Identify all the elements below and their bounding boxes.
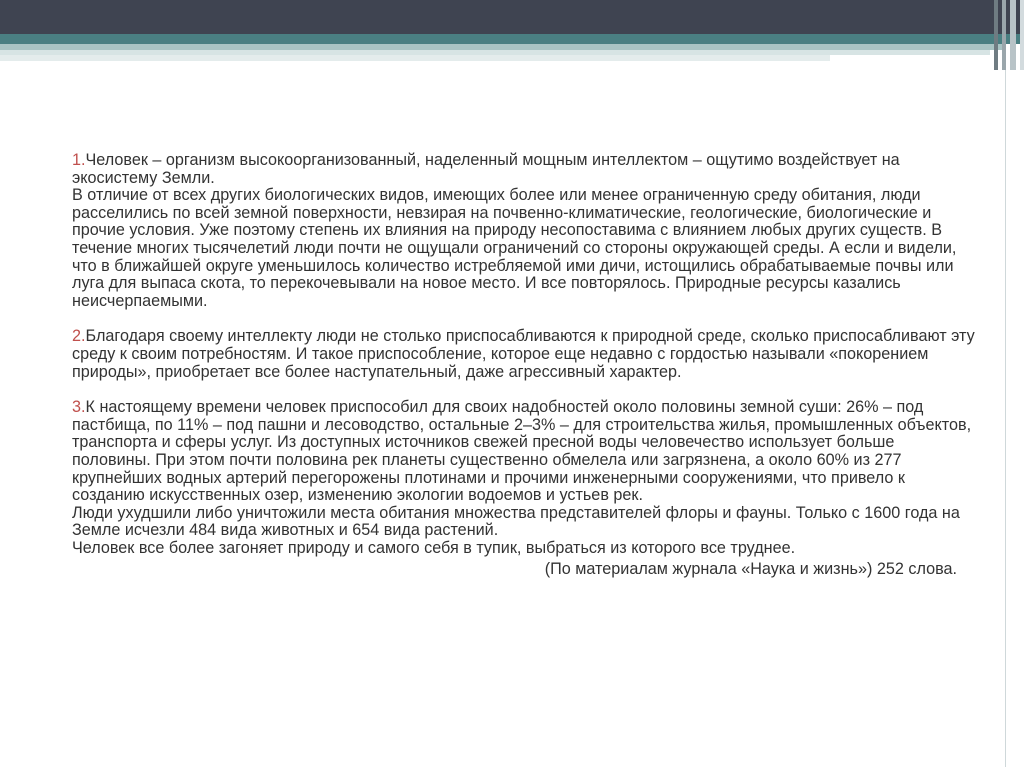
slide-header-accent xyxy=(0,34,1024,44)
paragraph-text: Человек – организм высокоорганизованный, наделенный мощным интеллектом – ощутимо воздействует на экосистему Земли. xyxy=(72,151,900,187)
paragraph-text: Человек все более загоняет природу и самого себя в тупик, выбраться из которого все труднее. xyxy=(72,538,796,557)
paragraph-1 xyxy=(72,152,977,310)
paragraph-number: 1. xyxy=(72,151,86,169)
slide-body xyxy=(72,152,977,597)
paragraph-text: К настоящему времени человек приспособил для своих надобностей около половины земной суши: 26% – под пастбища, по 11% – под пашни и лесоводство, остальные 2–3% – для строительства жилья, промышленных объектов, транспорта и сферы услуг. Из доступных источников свежей пресной воды человечество использует больше половины. При этом почти половина рек планеты существенно обмелела или загрязнена, а около 60% из 277 крупнейших водных артерий перегорожены плотинами и прочими инженерными сооружениями, что привело к созданию искусственных озер, изменению экологии водоемов и устьев рек. xyxy=(72,398,972,505)
paragraph-2 xyxy=(72,328,977,381)
slide-header-bar xyxy=(0,0,1024,34)
right-edge-line xyxy=(1005,70,1006,767)
paragraph-text: Люди ухудшили либо уничтожили места обитания множества представителей флоры и фауны. Только с 1600 года на Земле исчезли 484 вида животных и 654 вида растений. xyxy=(72,503,960,540)
corner-decoration xyxy=(988,0,1024,70)
paragraph-number: 2. xyxy=(72,327,86,346)
source-citation: (По материалам журнала «Наука и жизнь») 252 слова. xyxy=(544,560,957,579)
paragraph-text: Благодаря своему интеллекту люди не столько приспосабливаются к природной среде, сколько приспосабливают эту среду к своим потребностям. И такое приспособление, которое еще недавно с гордостью называли «покорением природы», приобретает все более наступательный, даже агрессивный характер. xyxy=(72,327,975,381)
paragraph-number: 3. xyxy=(72,398,86,417)
header-stripe xyxy=(0,55,830,61)
paragraph-3 xyxy=(72,399,977,579)
paragraph-text: В отличие от всех других биологических видов, имеющих более или менее ограниченную среду обитания, люди расселились по всей земной поверхности, невзирая на почвенно-климатические, геологические, биологические и прочие условия. Уже поэтому степень их влияния на природу несопоставима с влиянием любых других существ. В течение многих тысячелетий люди почти не ощущали ограничений со стороны окружающей среды. А если и видели, что в ближайшей округе уменьшилось количество истребляемой ими дичи, истощились обрабатываемые почвы или луга для выпаса скота, то перекочевывали на новое место. И все повторялось. Природные ресурсы казались неисчерпаемыми. xyxy=(72,186,957,310)
